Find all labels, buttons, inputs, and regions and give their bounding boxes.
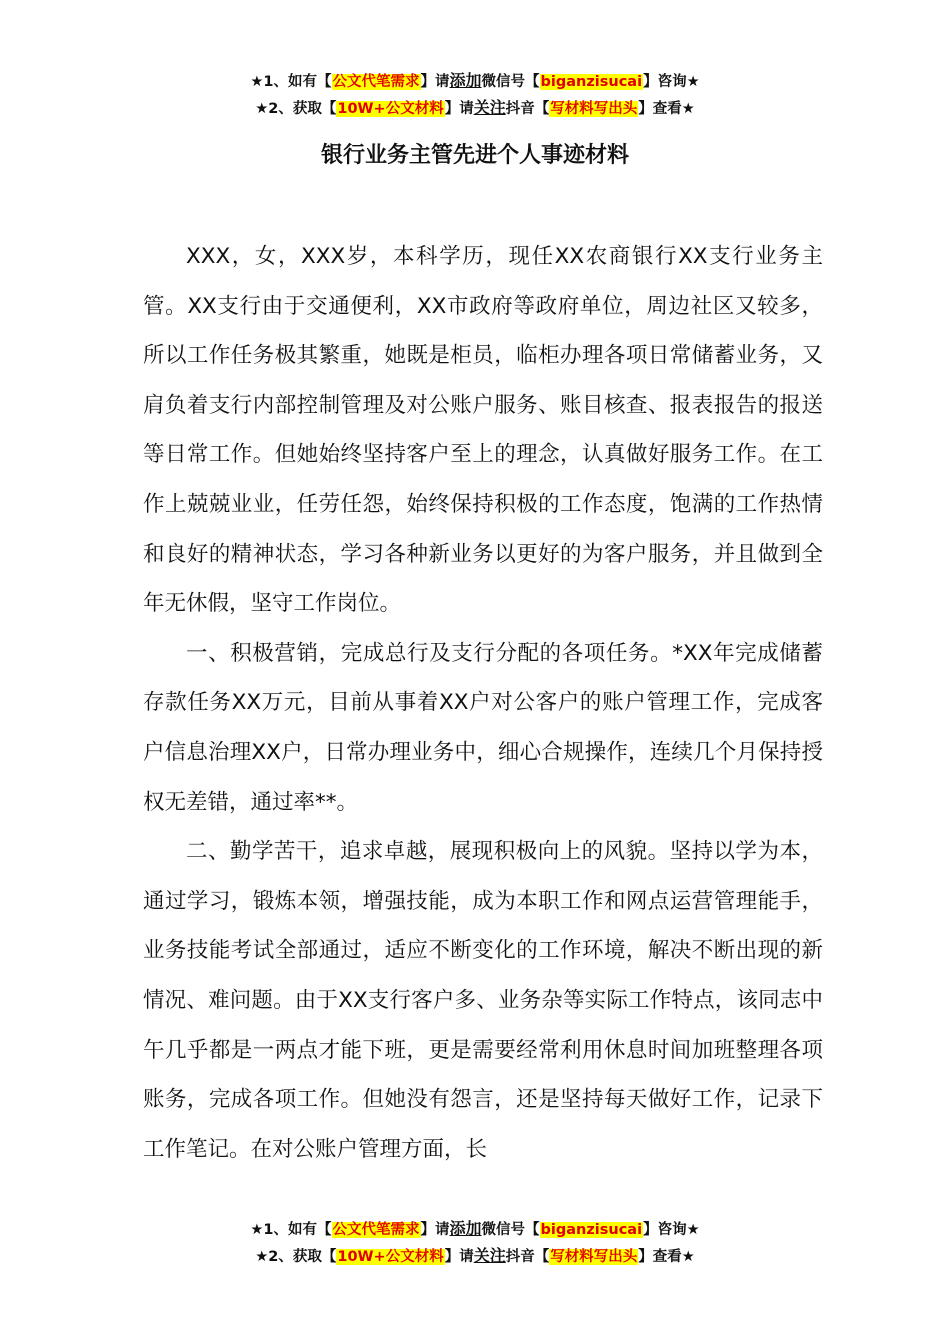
header-line-2-suffix: 】查看★ — [638, 101, 695, 117]
header-line-1-suffix: 】咨询★ — [643, 74, 700, 90]
footer-highlight-douyin-account: 写材料写出头 — [550, 1249, 638, 1265]
paragraph-section-1: 一、积极营销，完成总行及支行分配的各项任务。*XX年完成储蓄存款任务XX万元，目前从事着XX户对公客户的账户管理工作，完成客户信息治理XX户，日常办理业务中，细心合规操作，连续几个月保持授权无差错，通过率**。 — [143, 640, 823, 815]
highlight-douyin-account: 写材料写出头 — [550, 101, 638, 117]
header-line-1 — [0, 68, 950, 95]
document-title: 银行业务主管先进个人事迹材料 — [320, 143, 629, 168]
paragraph-section-2: 二、勤学苦干，追求卓越，展现积极向上的风貌。坚持以学为本，通过学习，锻炼本领，增强技能，成为本职工作和网点运营管理能手，业务技能考试全部通过，适应不断变化的工作环境，解决不断出现的新情况、难问题。由于XX支行客户多、业务杂等实际工作特点，该同志中午几乎都是一两点才能下班，更是需要经常利用休息时间加班整理各项账务，完成各项工作。但她没有怨言，还是坚持每天做好工作，记录下工作笔记。在对公账户管理方面，长 — [143, 839, 823, 1162]
header-line-1-mid2: 微信号【 — [481, 74, 540, 90]
footer-line-1-emphasis: 添加 — [449, 1219, 482, 1238]
footer-line-2-suffix: 】查看★ — [638, 1249, 695, 1265]
highlight-materials: 10W+公文材料 — [337, 101, 444, 117]
footer-highlight-materials: 10W+公文材料 — [337, 1249, 444, 1265]
header-line-2 — [0, 95, 950, 122]
footer-line-1-mid: 】请 — [420, 1222, 450, 1238]
document-body — [143, 232, 823, 1174]
footer-line-2 — [0, 1243, 950, 1270]
footer-line-1 — [0, 1216, 950, 1243]
footer-highlight-wechat-id: biganzisucai — [540, 1222, 643, 1238]
header-line-1-mid: 】请 — [420, 74, 450, 90]
header-line-2-emphasis: 关注 — [473, 98, 506, 117]
header-banner — [0, 68, 950, 122]
footer-line-2-prefix: ★2、获取【 — [255, 1249, 337, 1265]
paragraph-intro: XXX，女，XXX岁，本科学历，现任XX农商银行XX支行业务主管。XX支行由于交通便利，XX市政府等政府单位，周边社区又较多，所以工作任务极其繁重，她既是柜员，临柜办理各项日常储蓄业务，又肩负着支行内部控制管理及对公账户服务、账目核查、报表报告的报送等日常工作。但她始终坚持客户至上的理念，认真做好服务工作。在工作上兢兢业业，任劳任怨，始终保持积极的工作态度，饱满的工作热情和良好的精神状态，学习各种新业务以更好的为客户服务，并且做到全年无休假，坚守工作岗位。 — [143, 244, 823, 617]
footer-line-2-mid2: 抖音【 — [505, 1249, 550, 1265]
footer-line-2-mid: 】请 — [444, 1249, 474, 1265]
footer-banner — [0, 1216, 950, 1270]
header-line-2-mid2: 抖音【 — [505, 101, 550, 117]
footer-line-1-suffix: 】咨询★ — [643, 1222, 700, 1238]
header-line-1-prefix: ★1、如有【 — [250, 74, 332, 90]
header-line-2-mid: 】请 — [444, 101, 474, 117]
footer-highlight-service: 公文代笔需求 — [332, 1222, 420, 1238]
footer-line-1-mid2: 微信号【 — [481, 1222, 540, 1238]
highlight-wechat-id: biganzisucai — [540, 74, 643, 90]
header-line-2-prefix: ★2、获取【 — [255, 101, 337, 117]
footer-line-2-emphasis: 关注 — [473, 1246, 506, 1265]
highlight-service: 公文代笔需求 — [332, 74, 420, 90]
header-line-1-emphasis: 添加 — [449, 71, 482, 90]
footer-line-1-prefix: ★1、如有【 — [250, 1222, 332, 1238]
